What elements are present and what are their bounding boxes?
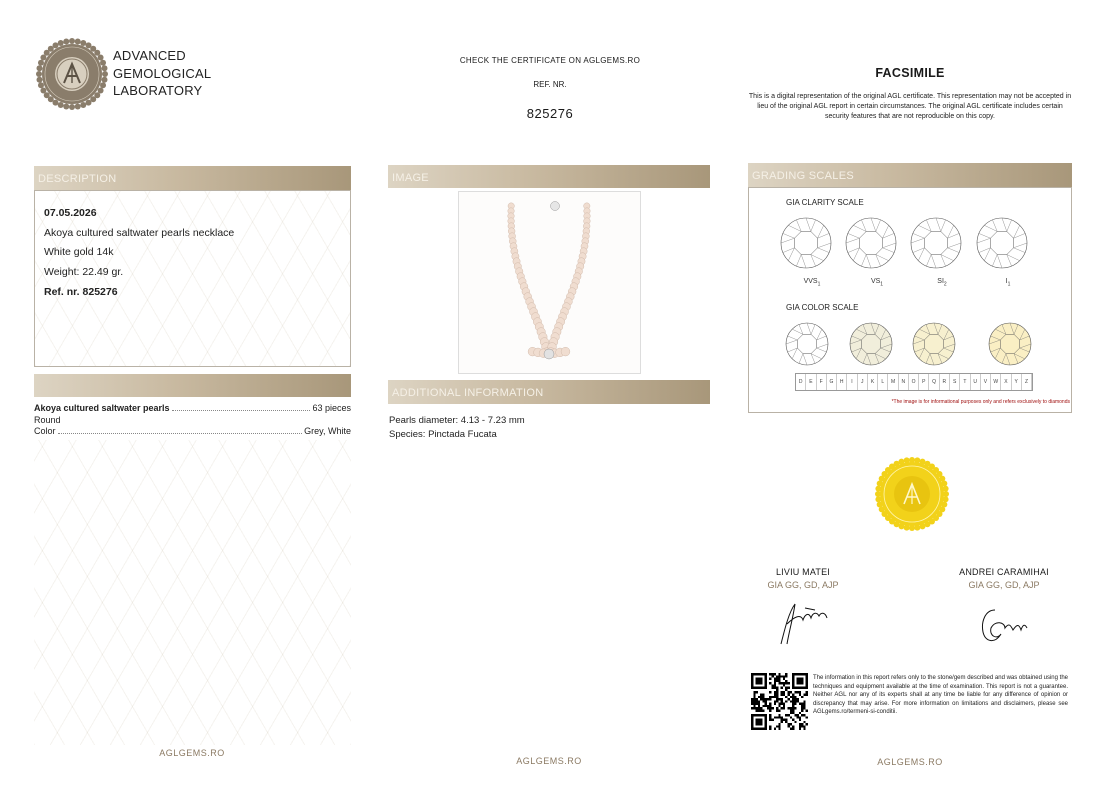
description-header xyxy=(34,166,351,190)
footer-link-right[interactable]: AGLGEMS.RO xyxy=(877,757,943,767)
qr-code[interactable] xyxy=(751,673,808,730)
color-grade-w: W xyxy=(991,374,1001,390)
grading-header xyxy=(748,163,1072,187)
color-grade-j: J xyxy=(858,374,868,390)
spec-label: Round xyxy=(34,415,61,425)
color-grade-k: K xyxy=(868,374,878,390)
clarity-grade-vvs1: $VVS_1$ xyxy=(803,278,821,288)
image-header xyxy=(388,165,710,188)
ref-label: REF. NR. xyxy=(533,80,567,89)
color-grade-n: N xyxy=(899,374,909,390)
item-description: Akoya cultured saltwater pearls necklace xyxy=(44,227,235,239)
color-grade-p: P xyxy=(919,374,929,390)
pearl-diameter: Pearls diameter: 4.13 - 7.23 mm xyxy=(389,415,525,426)
gold-seal-icon xyxy=(874,456,950,532)
signer-1-credentials: GIA GG, GD, AJP xyxy=(767,580,839,590)
lab-name-line1: ADVANCED xyxy=(113,48,186,63)
color-grade-z: Z xyxy=(1022,374,1032,390)
signer-2-name: ANDREI CARAMIHAI xyxy=(959,567,1049,577)
spec-row-shape xyxy=(34,415,351,425)
color-grade-d: D xyxy=(796,374,806,390)
certificate-date: 07.05.2026 xyxy=(44,207,97,219)
spec-value: 63 pieces xyxy=(312,403,351,413)
color-grade-f: F xyxy=(817,374,827,390)
signature-1 xyxy=(775,598,835,648)
clarity-grade-si2: $SI_2$ xyxy=(937,278,947,288)
color-grade-g: G xyxy=(827,374,837,390)
item-metal: White gold 14k xyxy=(44,246,114,258)
grading-title: GRADING SCALES xyxy=(752,170,855,182)
color-grade-u: U xyxy=(971,374,981,390)
clarity-scale-title: GIA CLARITY SCALE xyxy=(786,198,864,207)
item-ref: Ref. nr. 825276 xyxy=(44,286,118,298)
item-weight: Weight: 22.49 gr. xyxy=(44,266,124,278)
color-diamonds xyxy=(780,318,1040,370)
color-grade-r: R xyxy=(940,374,950,390)
lab-name xyxy=(113,47,211,100)
signature-2 xyxy=(975,604,1035,648)
color-grade-i: I xyxy=(847,374,857,390)
clarity-diamonds xyxy=(780,212,1040,274)
color-grade-s: S xyxy=(950,374,960,390)
color-grade-o: O xyxy=(909,374,919,390)
agl-logo-seal xyxy=(34,36,110,112)
spec-row-pearls xyxy=(34,403,351,413)
additional-title: ADDITIONAL INFORMATION xyxy=(392,387,544,399)
clarity-grade-vs1: $VS_1$ xyxy=(870,278,884,288)
spec-value: Grey, White xyxy=(304,426,351,436)
clarity-grade-i1: $I_1$ xyxy=(1005,278,1011,288)
signer-1-name: LIVIU MATEI xyxy=(775,567,831,577)
signer-2-credentials: GIA GG, GD, AJP xyxy=(968,580,1040,590)
color-grade-e: E xyxy=(806,374,816,390)
grading-note: *The image is for informational purposes only and refers exclusively to diamonds xyxy=(891,399,1070,405)
specs-watermark xyxy=(34,440,351,745)
footer-link-center[interactable]: AGLGEMS.RO xyxy=(516,756,582,766)
specs-header xyxy=(34,374,351,397)
facsimile-notice: This is a digital representation of the original AGL certificate. This representation may not be accepted in lieu of the original AGL report in certain circumstances. The original AGL certificate includes certain security features that are not reproducible on this copy. xyxy=(748,93,1072,120)
color-grade-v: V xyxy=(981,374,991,390)
additional-header xyxy=(388,380,710,404)
color-grade-t: T xyxy=(960,374,970,390)
necklace-photo xyxy=(458,191,641,374)
pearl-necklace-image xyxy=(459,192,640,373)
check-certificate-text: CHECK THE CERTIFICATE ON AGLGEMS.RO xyxy=(459,56,641,65)
footer-link-left[interactable]: AGLGEMS.RO xyxy=(159,748,225,758)
image-title: IMAGE xyxy=(392,172,429,184)
color-grade-h: H xyxy=(837,374,847,390)
color-scale-title: GIA COLOR SCALE xyxy=(786,303,859,312)
spec-row-color xyxy=(34,426,351,436)
color-grade-q: Q xyxy=(929,374,939,390)
color-grade-y: Y xyxy=(1012,374,1022,390)
facsimile-title: FACSIMILE xyxy=(875,66,945,80)
lab-name-line2: GEMOLOGICAL xyxy=(113,65,212,81)
lab-name-line3: LABORATORY xyxy=(113,83,203,98)
color-grade-l: L xyxy=(878,374,888,390)
spec-label: Color xyxy=(34,426,56,436)
color-grade-m: M xyxy=(888,374,898,390)
color-grade-x: X xyxy=(1001,374,1011,390)
spec-label: Akoya cultured saltwater pearls xyxy=(34,403,170,413)
description-title: DESCRIPTION xyxy=(38,173,117,185)
pearl-species: Species: Pinctada Fucata xyxy=(389,429,497,440)
ref-number: 825276 xyxy=(526,106,574,121)
disclaimer-text: The information in this report refers only to the stone/gem described and was obtained using the techniques and equipment available at the time of examination. This report is not a guarantee. Neither AGL nor any of its experts shall at any time be liable for any difference of opinion or discrepancy that may arise. For more information on limitations and disclaimers, please see AGLgems.ro/termeni-si-conditii. xyxy=(813,675,1068,716)
color-scale-bar xyxy=(795,373,1033,391)
